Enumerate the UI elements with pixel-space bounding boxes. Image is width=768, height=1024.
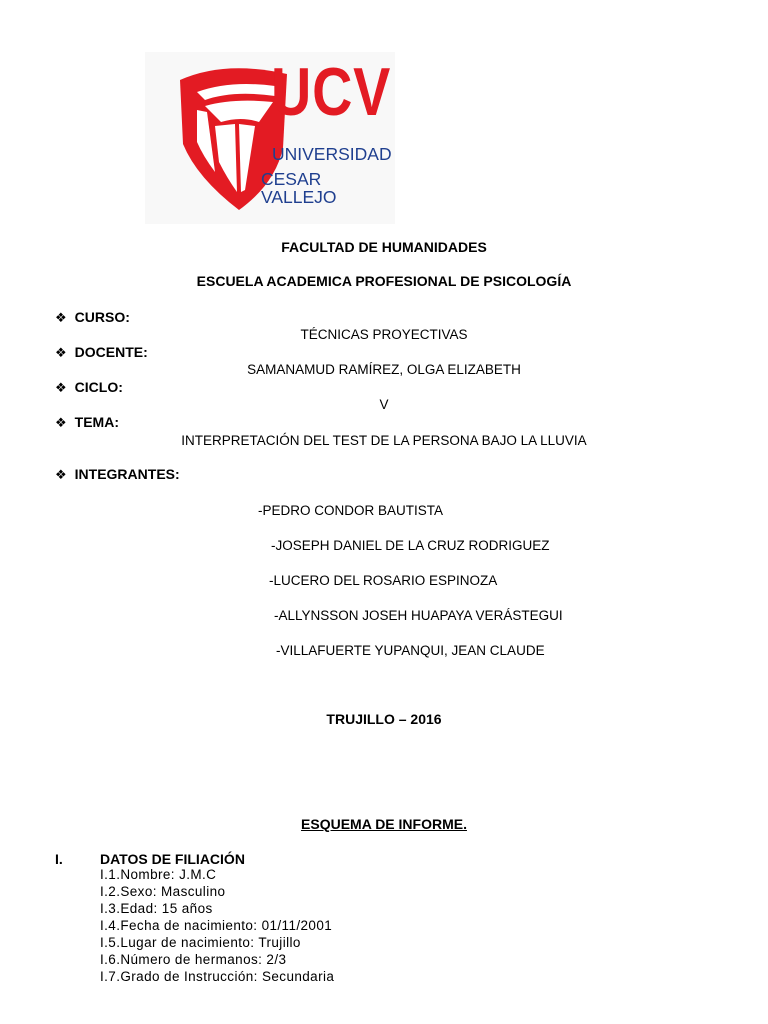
school-title: ESCUELA ACADEMICA PROFESIONAL DE PSICOLOGÍA: [196, 273, 572, 289]
tema-label-row: [55, 414, 119, 431]
list-item: I.7.Grado de Instrucción: Secundaria: [100, 969, 335, 984]
diamond-bullet-icon: ❖: [55, 380, 67, 395]
section-title: DATOS DE FILIACIÓN: [100, 851, 245, 867]
member-name: -PEDRO CONDOR BAUTISTA: [258, 503, 444, 518]
diamond-bullet-icon: ❖: [55, 467, 67, 482]
diamond-bullet-icon: ❖: [55, 415, 67, 430]
tema-label: TEMA:: [74, 414, 119, 430]
member-name: -LUCERO DEL ROSARIO ESPINOZA: [269, 573, 498, 588]
list-item: I.2.Sexo: Masculino: [100, 884, 226, 899]
integrantes-label-row: [55, 466, 180, 483]
member-name: -VILLAFUERTE YUPANQUI, JEAN CLAUDE: [276, 643, 545, 658]
university-logo: [145, 52, 395, 224]
list-item: I.3.Edad: 15 años: [100, 901, 213, 916]
logo-line-1: UNIVERSIDAD: [272, 144, 392, 164]
report-title: [0, 816, 768, 832]
faculty-title: FACULTAD DE HUMANIDADES: [281, 239, 487, 255]
ciclo-value: V: [379, 397, 389, 412]
docente-label-row: [55, 344, 148, 361]
curso-label: CURSO:: [74, 309, 130, 325]
member-name: -JOSEPH DANIEL DE LA CRUZ RODRIGUEZ: [271, 538, 550, 553]
list-item: I.5.Lugar de nacimiento: Trujillo: [100, 935, 301, 950]
report-title-text: ESQUEMA DE INFORME.: [301, 816, 467, 832]
diamond-bullet-icon: ❖: [55, 345, 67, 360]
tema-value: INTERPRETACIÓN DEL TEST DE LA PERSONA BAJO LA LLUVIA: [181, 433, 587, 448]
ciclo-label-row: [55, 379, 123, 396]
docente-label: DOCENTE:: [74, 344, 148, 360]
ciclo-label: CICLO:: [74, 379, 123, 395]
list-item: I.4.Fecha de nacimiento: 01/11/2001: [100, 918, 333, 933]
docente-value: SAMANAMUD RAMÍREZ, OLGA ELIZABETH: [247, 362, 521, 377]
diamond-bullet-icon: ❖: [55, 310, 67, 325]
member-name: -ALLYNSSON JOSEH HUAPAYA VERÁSTEGUI: [274, 608, 563, 623]
integrantes-label: INTEGRANTES:: [74, 466, 180, 482]
list-item: I.1.Nombre: J.M.C: [100, 867, 217, 882]
curso-label-row: [55, 309, 130, 326]
logo-line-2: CESAR VALLEJO: [261, 169, 337, 207]
curso-value: TÉCNICAS PROYECTIVAS: [300, 327, 468, 342]
section-number: I.: [55, 851, 63, 867]
logo-acronym: UCV: [271, 54, 392, 130]
list-item: I.6.Número de hermanos: 2/3: [100, 952, 287, 967]
place-year: TRUJILLO – 2016: [326, 711, 442, 727]
